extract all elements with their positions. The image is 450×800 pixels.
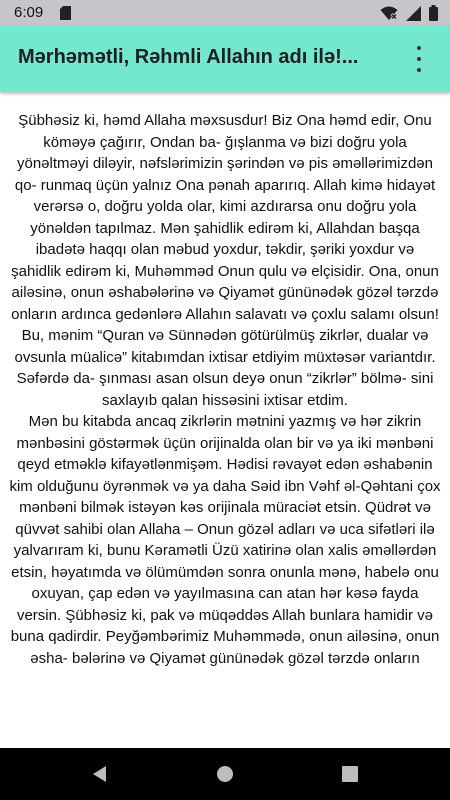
paragraph: Şübhəsiz ki, həmd Allaha məxsusdur! Biz Ona həmd edir, Onu köməyə çağırır, Ondan ba- ğışlanma və bizi doğru yola yönəltməyi diləyir, nəfslərimizin şərindən və pis əməllərimizdən qo- runmaq üçün yalnız Ona pənah aparırıq. Allah kimə hidayət verərsə o, doğru yolda olar, kimi azdırarsa onu doğru yola yönəldən tapılmaz. Mən şahidlik edirəm ki, Allahdan başqa ibadətə haqqı olan məbud yoxdur, təkdir, şəriki yoxdur və şahidlik edirəm ki, Muhəmməd Onun qulu və elçisidir. Ona, onun ailəsinə, onun əshabələrinə və Qiyamət gününədək gözəl tərzdə onların ardınca gedənlərə Allahın salavatı və çoxlu salamı olsun! [11,112,439,323]
app-title: Mərhəmətli, Rəhmli Allahın adı ilə!... [18,46,359,68]
paragraph: Bu, mənim “Quran və Sünnədən götürülmüş zikrlər, dualar və ovsunla müalicə” kitabımdan ixtisar etdiyim müxtəsər variantdır. Səfərdə da- şınması asan olsun deyə onun “zikrlər” bölmə- sini saxlayıb qalan hissəsini ixtisar etdim. [14,327,436,409]
app-bar [0,26,450,92]
wifi-off-icon [380,5,398,26]
system-icons [380,5,438,26]
home-icon[interactable] [213,762,237,786]
paragraph: Mən bu kitabda ancaq zikrlərin mətnini yazmış və hər zikrin mənbəsini göstərmək üçün orijinalda olan bir və ya iki mənbəni qeyd etməklə kifayətlənmişəm. Hədisi rəvayət edən əshabənin kim olduğunu öyrənmək və ya daha Səid ibn Vəhf əl-Qəhtani çox mənbəni bilmək istəyən kəs orijinala müraciət etsin. Qüdrət və qüvvət sahibi olan Allaha – Onun gözəl adları və uca sifətləri ilə yalvarıram ki, bunu Kəramətli Üzü xatirinə olan xalis əməllərdən etsin, həyatımda və ölümümdən sonra onunla mənə, habelə onu oxuyan, çap edən və yayılmasına can atan hər kəsə fayda versin. Şübhəsiz ki, pak və müqəddəs Allah bunlara hamidir və buna qadirdir. Peyğəmbərimiz Muhəmmədə, onun ailəsinə, onun əsha- bələrinə və Qiyamət gününədək gözəl tərzdə onların [9,413,441,667]
back-icon[interactable] [88,762,112,786]
navigation-bar [0,748,450,800]
sd-card-icon [60,6,71,25]
more-vert-icon[interactable] [414,46,424,72]
signal-icon [406,6,421,26]
recents-icon[interactable] [338,762,362,786]
article-content[interactable] [0,92,450,747]
battery-icon [429,5,438,26]
status-time: 6:09 [14,4,44,21]
status-bar [0,0,450,26]
